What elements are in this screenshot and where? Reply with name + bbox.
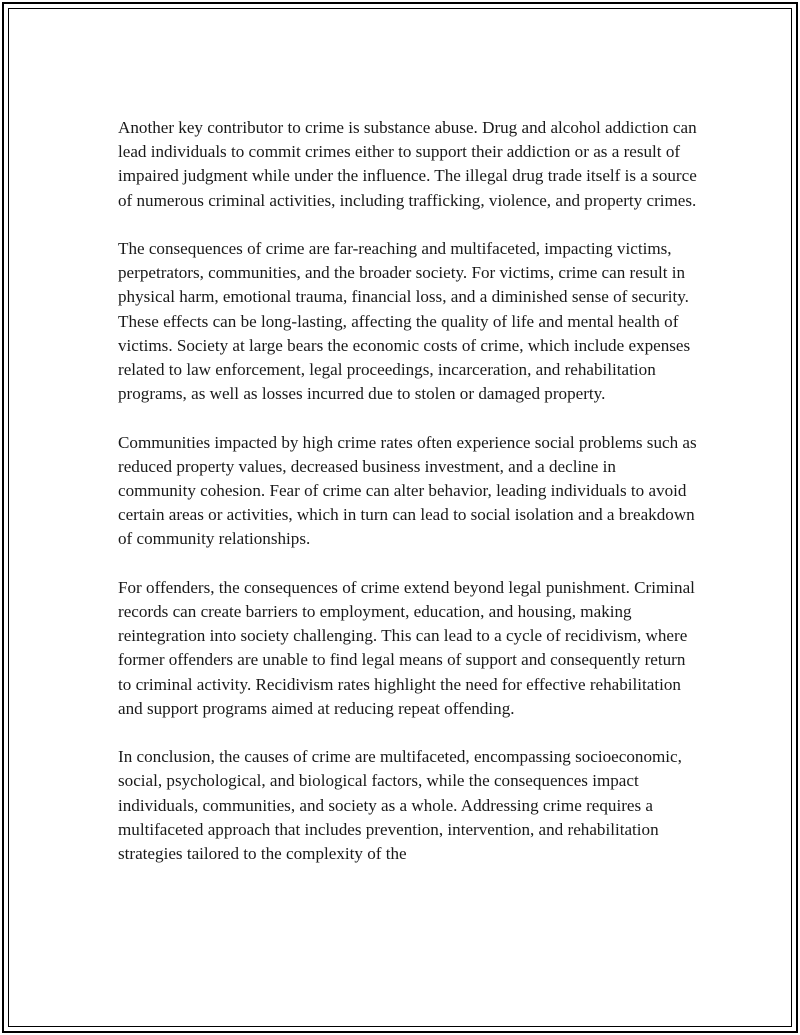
paragraph-communities: Communities impacted by high crime rates often experience social problems such as reduced property values, decreased business investment, and a decline in community cohesion. Fear of crime can alter behavior, leading individuals to avoid certain areas or activities, which in turn can lead to social isolation and a breakdown of community relationships. bbox=[118, 432, 697, 549]
paragraph-offenders: For offenders, the consequences of crime extend beyond legal punishment. Criminal records can create barriers to employment, education, and housing, making reintegration into society challenging. This can lead to a cycle of recidivism, where former offenders are unable to find legal means of support and consequently return to criminal activity. Recidivism rates highlight the need for effective rehabilitation and support programs aimed at reducing repeat offending. bbox=[118, 577, 695, 718]
document-body bbox=[118, 116, 698, 890]
paragraph-substance-abuse: Another key contributor to crime is substance abuse. Drug and alcohol addiction can lead individuals to commit crimes either to support their addiction or as a result of impaired judgment while under the influence. The illegal drug trade itself is a source of numerous criminal activities, including trafficking, violence, and property crimes. bbox=[118, 118, 697, 210]
paragraph-consequences: The consequences of crime are far-reaching and multifaceted, impacting victims, perpetrators, communities, and the broader society. For victims, crime can result in physical harm, emotional trauma, financial loss, and a diminished sense of security. These effects can be long-lasting, affecting the quality of life and mental health of victims. Society at large bears the economic costs of crime, which include expenses related to law enforcement, legal proceedings, incarceration, and rehabilitation programs, as well as losses incurred due to stolen or damaged property. bbox=[118, 239, 691, 404]
paragraph-conclusion: In conclusion, the causes of crime are multifaceted, encompassing socioeconomic, social, psychological, and biological factors, while the consequences impact individuals, communities, and society as a whole. Addressing crime requires a multifaceted approach that includes prevention, intervention, and rehabilitation strategies tailored to the complexity of the bbox=[118, 747, 682, 864]
